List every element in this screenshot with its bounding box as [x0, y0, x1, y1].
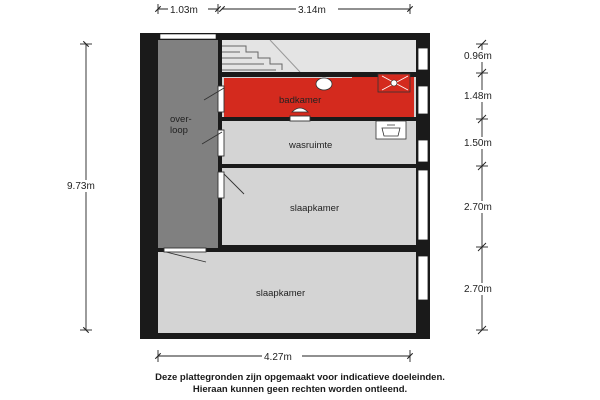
- disclaimer-line-2: Hieraan kunnen geen rechten worden ontleend.: [192, 384, 408, 395]
- room-label-slaapkamer-upper: slaapkamer: [290, 203, 340, 214]
- dimension-top-right: 3.14m: [298, 5, 326, 16]
- dimension-right-2: 1.48m: [464, 91, 492, 102]
- dimension-right-5: 2.70m: [464, 284, 492, 295]
- dimension-right-4: 2.70m: [464, 202, 492, 213]
- room-label-overloop-1: over-: [170, 114, 192, 125]
- room-label-wasruimte: wasruimte: [289, 140, 333, 151]
- window-top: [160, 34, 216, 39]
- windows-right: [418, 48, 428, 300]
- room-label-overloop-2: loop: [170, 125, 188, 136]
- dimension-bottom: 4.27m: [264, 352, 292, 363]
- toilet-icon: [316, 78, 332, 90]
- stair-area: [220, 40, 416, 72]
- dimension-right-1: 0.96m: [464, 51, 492, 62]
- dimension-top-left: 1.03m: [170, 5, 198, 16]
- dimension-right-3: 1.50m: [464, 138, 492, 149]
- landing-area: [158, 40, 218, 248]
- room-label-badkamer: badkamer: [279, 95, 322, 106]
- disclaimer-line-1: Deze plattegronden zijn opgemaakt voor indicatieve doeleinden.: [155, 372, 445, 383]
- disclaimer: [0, 372, 600, 396]
- room-label-slaapkamer-lower: slaapkamer: [256, 288, 306, 299]
- dimension-left-total: 9.73m: [67, 181, 95, 192]
